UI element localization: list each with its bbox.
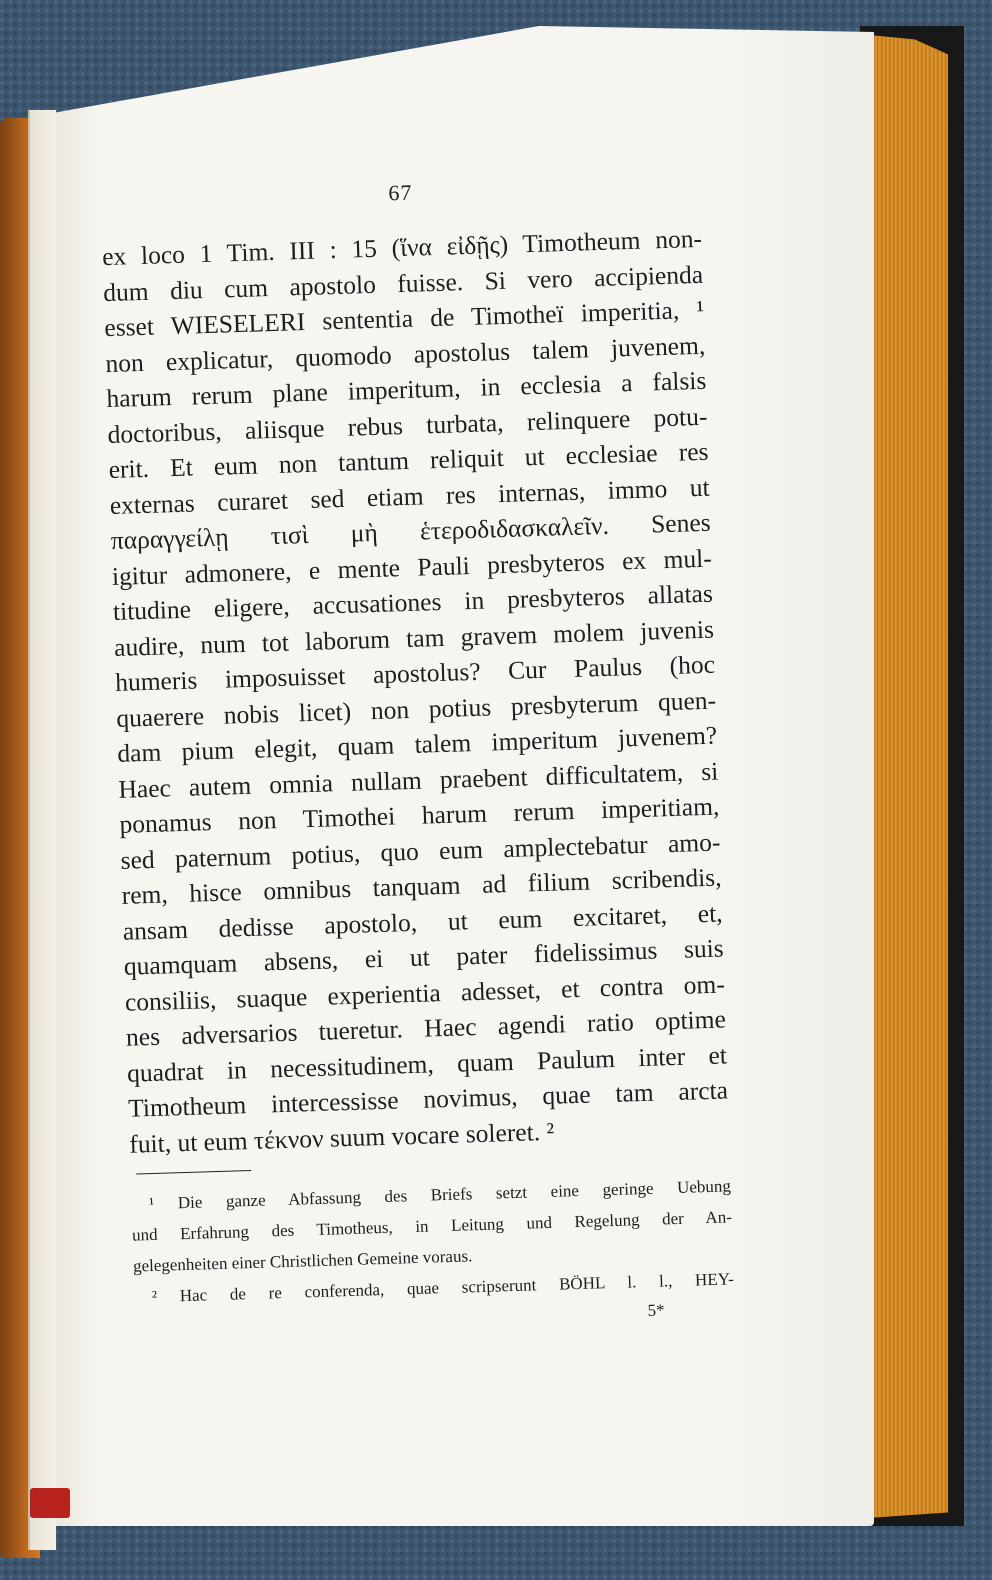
text-line: fuit, ut eum τέκνον suum vocare soleret. ²	[128, 1116, 555, 1159]
text-line: nes adversarios tueretur. Haec agendi ratio optime	[125, 1004, 727, 1052]
page-text	[100, 171, 736, 1369]
footnote-rule	[136, 1170, 251, 1175]
footnote-line: ² Hac de re conferenda, quae scripserunt BÖHL l. l., HEY-	[151, 1269, 735, 1307]
signature-mark: 5*	[647, 1300, 665, 1320]
text-line: igitur admonere, e mente Pauli presbyteros ex mul-	[111, 543, 713, 591]
text-line: externas curaret sed etiam res internas, immo ut	[109, 472, 710, 520]
text-line: dam pium elegit, quam talem imperitum juvenem?	[116, 720, 718, 768]
footnote-line: gelegenheiten einer Christlichen Gemeine voraus.	[132, 1246, 473, 1276]
text-line: esset WIESELERI sententia de Timotheï imperitia, ¹	[103, 294, 705, 343]
text-line: sed paternum potius, quo eum amplectebatur amo-	[120, 827, 721, 875]
page-number: 67	[388, 179, 413, 206]
text-line: Haec autem omnia nullam praebent difficultatem, si	[118, 756, 719, 804]
text-line: quaerere nobis licet) non potius presbyterum quen-	[115, 685, 717, 733]
text-line: Timotheum intercessisse novimus, quae tam arcta	[127, 1075, 729, 1123]
text-line: non explicatur, quomodo apostolus talem juvenem,	[105, 330, 706, 378]
text-line: erit. Et eum non tantum reliquit ut ecclesiae res	[108, 436, 709, 485]
text-line: παραγγείλῃ τισὶ μὴ ἑτεροδιδασκαλεῖν. Senes	[110, 507, 712, 555]
text-line: audire, num tot laborum tam gravem molem juvenis	[113, 614, 715, 662]
text-line: ansam dedisse apostolo, ut eum excitaret, et,	[122, 897, 723, 946]
book-gutter	[28, 110, 56, 1550]
text-line: humeris imposuisset apostolus? Cur Paulus (hoc	[114, 649, 716, 697]
text-line: quadrat in necessitudinem, quam Paulum inter et	[126, 1039, 728, 1088]
text-line: rem, hisce omnibus tanquam ad filium scribendis,	[121, 862, 722, 910]
text-line: ponamus non Timothei harum rerum imperitiam,	[119, 791, 720, 839]
text-line: harum rerum plane imperitum, in ecclesia a falsis	[106, 365, 707, 414]
text-line: consiliis, suaque experientia adesset, et contra om-	[124, 968, 726, 1017]
text-line: ex loco 1 Tim. III : 15 (ἵνα εἰδῇς) Timotheum non-	[101, 223, 703, 272]
text-line: doctoribus, aliisque rebus turbata, relinquere potu-	[107, 401, 708, 449]
footnote-line: ¹ Die ganze Abfassung des Briefs setzt eine geringe Uebung	[148, 1176, 732, 1214]
text-line: quamquam absens, ei ut pater fidelissimus suis	[123, 933, 725, 981]
footnote-line: und Erfahrung des Timotheus, in Leitung und Regelung der An-	[131, 1207, 733, 1245]
text-line: titudine eligere, accusationes in presbyteros allatas	[112, 578, 714, 626]
ribbon-bookmark	[30, 1488, 70, 1518]
text-line: dum diu cum apostolo fuisse. Si vero accipienda	[102, 259, 704, 307]
